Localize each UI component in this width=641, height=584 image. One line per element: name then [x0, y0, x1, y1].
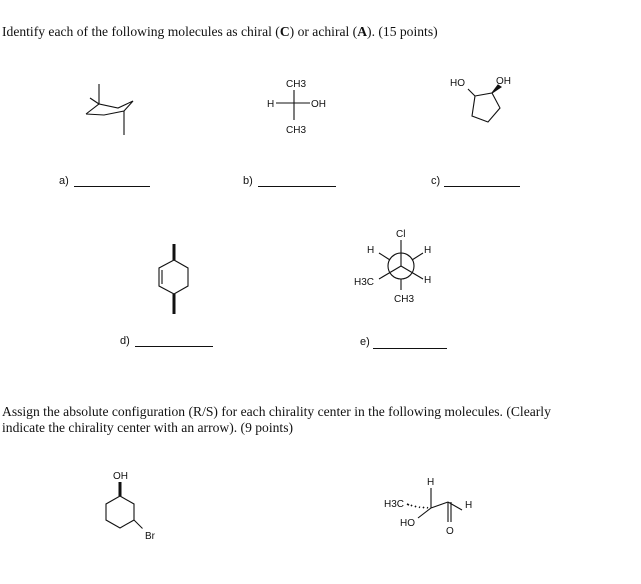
fischer-bottom-label: CH3: [286, 125, 307, 136]
answer-blank-e[interactable]: [373, 348, 447, 349]
molecule-a-chair: [80, 78, 150, 148]
label-e: e): [360, 336, 370, 348]
answer-blank-b[interactable]: [258, 186, 336, 187]
instruction-part-c: ). (15 points): [367, 24, 438, 39]
answer-blank-c[interactable]: [444, 186, 520, 187]
molecule-f-bromocyclohexanol: [96, 468, 176, 548]
molecule-e-newman: [348, 224, 448, 308]
chiral-letter: C: [279, 24, 290, 39]
g-h-ald-label: H: [465, 500, 473, 511]
newman-h-front-left-label: H: [367, 245, 375, 256]
label-c: c): [431, 175, 441, 187]
instruction-part-a: Identify each of the following molecules as chiral (: [2, 24, 280, 39]
instruction-part-b: ) or achiral (: [289, 24, 358, 39]
newman-cl-label: Cl: [396, 229, 406, 240]
newman-h3c-label: H3C: [354, 277, 375, 288]
question-1-instruction: [2, 24, 438, 40]
f-oh-label: OH: [113, 471, 128, 482]
label-b: b): [243, 175, 253, 187]
molecule-c-diol: [448, 72, 528, 132]
question-2-line-1: Assign the absolute configuration (R/S) for each chirality center in the following molecules. (Clearly: [2, 404, 551, 419]
newman-h-back-right-label: H: [424, 245, 432, 256]
newman-h-back-lower-label: H: [424, 275, 432, 286]
answer-blank-a[interactable]: [74, 186, 150, 187]
molecule-g-hydroxyaldehyde: [380, 474, 490, 544]
newman-ch3-label: CH3: [394, 294, 415, 305]
g-ho-label: HO: [400, 518, 415, 529]
label-a: a): [59, 175, 69, 187]
g-h3c-label: H3C: [384, 499, 405, 510]
achiral-letter: A: [357, 24, 368, 39]
g-h-top-label: H: [427, 477, 435, 488]
molecule-d-cyclohexene: [148, 238, 198, 322]
question-2-instruction: [2, 404, 551, 436]
c-left-oh-label: HO: [450, 78, 465, 89]
label-d: d): [120, 335, 130, 347]
f-br-label: Br: [145, 531, 155, 542]
fischer-right-label: OH: [311, 99, 326, 110]
g-o-label: O: [446, 526, 454, 537]
answer-blank-d[interactable]: [135, 346, 213, 347]
c-right-oh-label: OH: [496, 76, 511, 87]
question-2-line-2: indicate the chirality center with an arrow). (9 points): [2, 420, 294, 435]
fischer-top-label: CH3: [286, 79, 307, 90]
fischer-left-label: H: [267, 99, 275, 110]
molecule-b-fischer: [262, 76, 332, 138]
